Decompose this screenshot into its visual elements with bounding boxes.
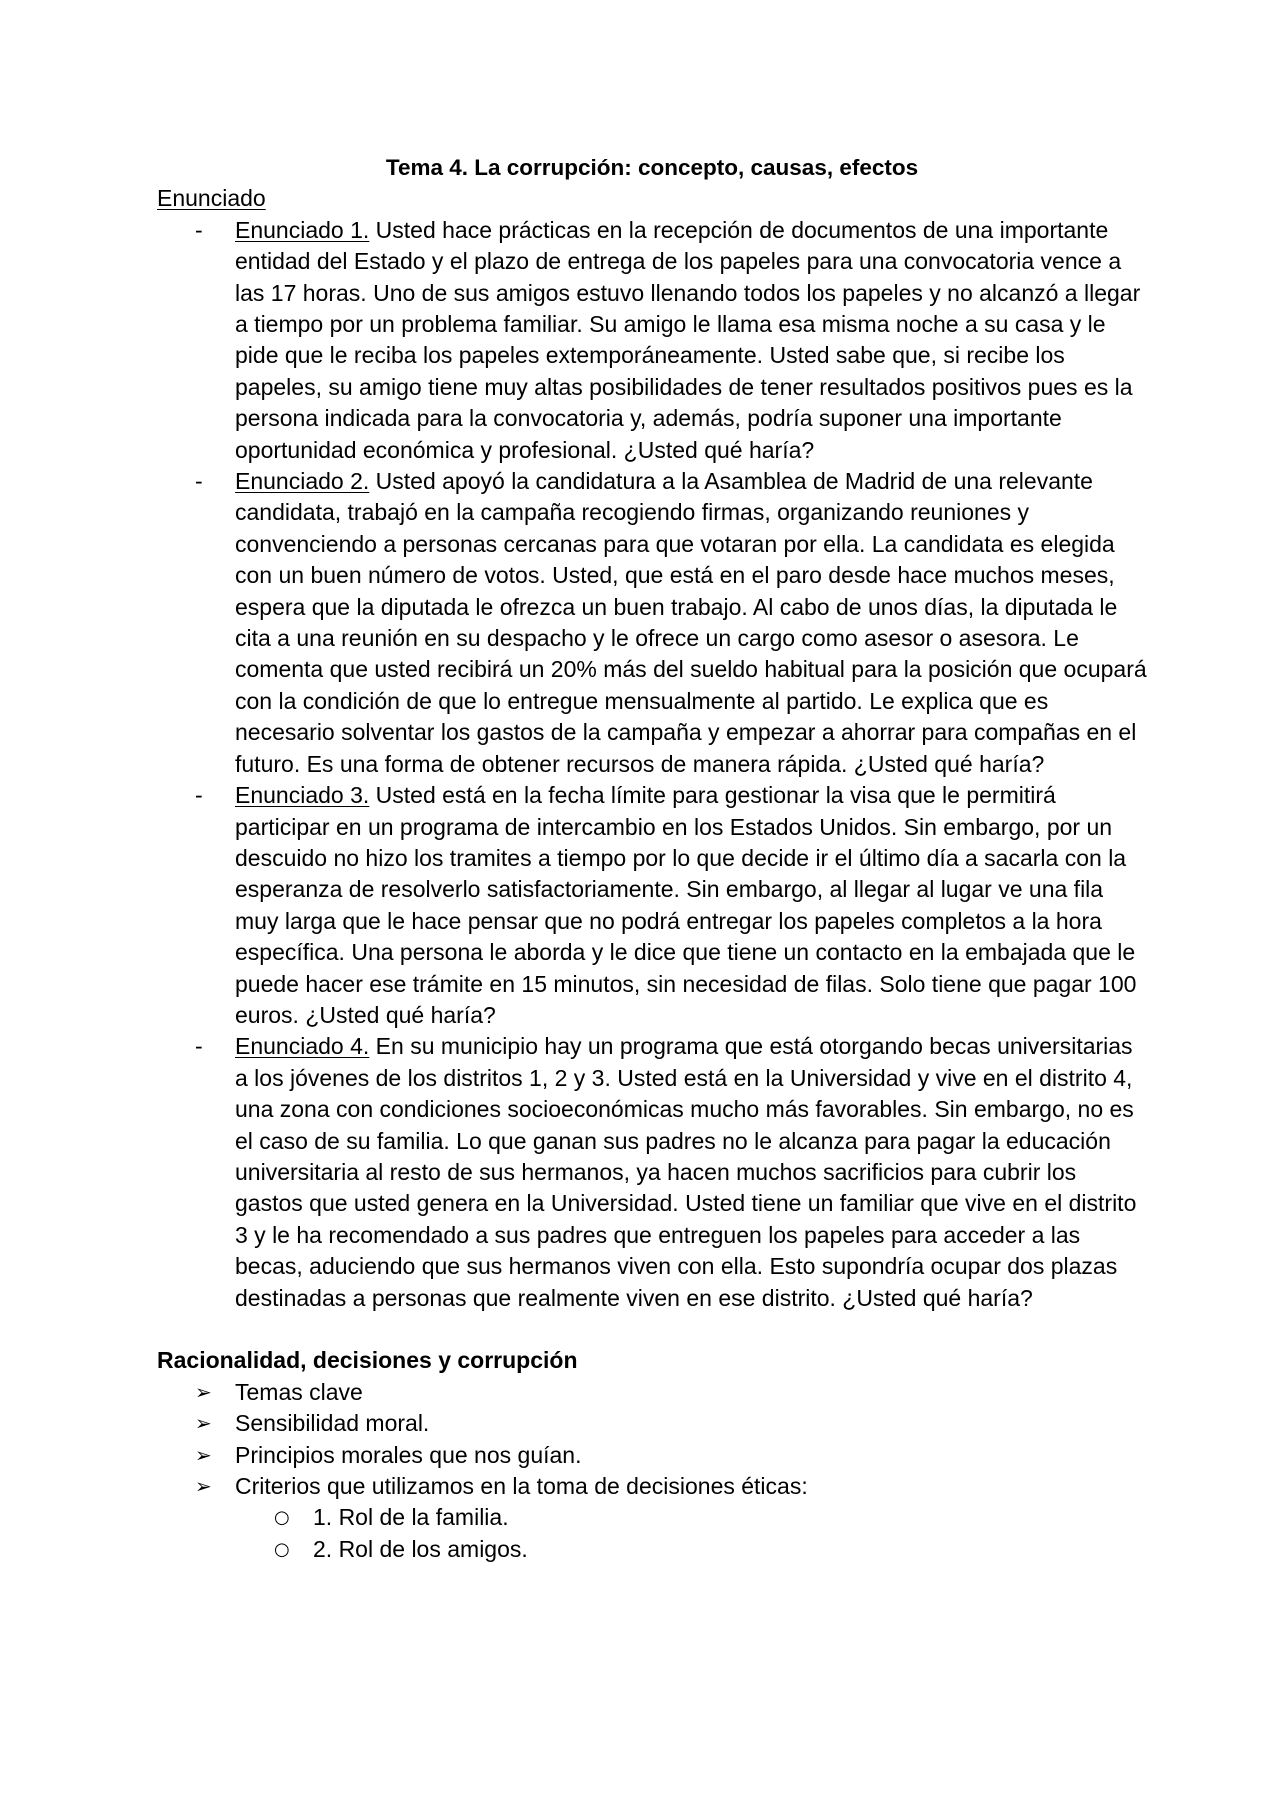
enunciado-label: Enunciado 1. (235, 216, 370, 243)
key-topics-list (157, 1377, 1147, 1503)
sub-item-text: 1. Rol de la familia. (313, 1504, 509, 1531)
enunciado-label: Enunciado 3. (235, 782, 370, 809)
sub-item-text: 2. Rol de los amigos. (313, 1535, 528, 1562)
enunciados-list (157, 215, 1147, 1314)
arrow-item-2 (157, 1408, 1147, 1439)
enunciado-text: Usted apoyó la candidatura a la Asamblea de Madrid de una relevante candidata, trabajó en la campaña recogiendo firmas, organizando reuniones y convenciendo a personas cercanas para que votaran por ella. La candidata es elegida con un buen número de votos. Usted, que está en el paro desde hace muchos meses, espera que la diputada le ofrezca un buen trabajo. Al cabo de unos días, la diputada le cita a una reunión en su despacho y le ofrece un cargo como asesor o asesora. Le comenta que usted recibirá un 20% más del sueldo habitual para la posición que ocupará con la condición de que lo entregue mensualmente al partido. Le explica que es necesario solventar los gastos de la campaña y empezar a ahorrar para compañas en el futuro. Es una forma de obtener recursos de manera rápida. ¿Usted qué haría? (235, 468, 1147, 777)
enunciado-text: En su municipio hay un programa que está otorgando becas universitarias a los jóvenes de los distritos 1, 2 y 3. Usted está en la Universidad y vive en el distrito 4, una zona con condiciones socioeconómicas mucho más favorables. Sin embargo, no es el caso de su familia. Lo que ganan sus padres no le alcanza para pagar la educación universitaria al resto de sus hermanos, ya hacen muchos sacrificios para cubrir los gastos que usted genera en la Universidad. Usted tiene un familiar que vive en el distrito 3 y le ha recomendado a sus padres que entreguen los papeles para acceder a las becas, aduciendo que sus hermanos viven con ella. Esto supondría ocupar dos plazas destinadas a personas que realmente viven en ese distrito. ¿Usted qué haría? (235, 1033, 1137, 1311)
enunciado-item-2 (157, 466, 1147, 780)
arrow-bullet-icon: ➢ (195, 1473, 212, 1498)
sub-item-2 (157, 1534, 1147, 1565)
arrow-item-text: Temas clave (235, 1378, 363, 1405)
section-heading-text: Enunciado (157, 185, 266, 212)
arrow-item-3 (157, 1440, 1147, 1471)
enunciado-item-3 (157, 780, 1147, 1031)
dash-bullet: - (195, 1033, 203, 1060)
dash-bullet: - (195, 468, 203, 495)
blank-line (157, 1314, 1147, 1345)
enunciado-item-4 (157, 1031, 1147, 1314)
section-heading-racionalidad: Racionalidad, decisiones y corrupción (157, 1347, 578, 1374)
arrow-bullet-icon: ➢ (195, 1411, 212, 1436)
arrow-bullet-icon: ➢ (195, 1379, 212, 1404)
circle-bullet-icon: ○ (274, 1507, 290, 1529)
dash-bullet: - (195, 216, 203, 243)
circle-bullet-icon: ○ (274, 1538, 290, 1560)
arrow-item-text: Sensibilidad moral. (235, 1410, 430, 1437)
arrow-item-text: Criterios que utilizamos en la toma de decisiones éticas: (235, 1472, 808, 1499)
enunciado-label: Enunciado 4. (235, 1033, 370, 1060)
dash-bullet: - (195, 782, 203, 809)
enunciado-item-1 (157, 215, 1147, 466)
section-heading-enunciado (157, 183, 1147, 214)
enunciado-label: Enunciado 2. (235, 468, 370, 495)
enunciado-text: Usted hace prácticas en la recepción de documentos de una importante entidad del Estado y el plazo de entrega de los papeles para una convocatoria vence a las 17 horas. Uno de sus amigos estuvo llenando todos los papeles y no alcanzó a llegar a tiempo por un problema familiar. Su amigo le llama esa misma noche a su casa y le pide que le reciba los papeles extemporáneamente. Usted sabe que, si recibe los papeles, su amigo tiene muy altas posibilidades de tener resultados positivos pues es la persona indicada para la convocatoria y, además, podría suponer una importante oportunidad económica y profesional. ¿Usted qué haría? (235, 216, 1141, 463)
document-content (157, 152, 1147, 1565)
sub-item-1 (157, 1502, 1147, 1533)
arrow-item-text: Principios morales que nos guían. (235, 1441, 582, 1468)
enunciado-text: Usted está en la fecha límite para gestionar la visa que le permitirá participar en un programa de intercambio en los Estados Unidos. Sin embargo, por un descuido no hizo los tramites a tiempo por lo que decide ir el último día a sacarla con la esperanza de resolverlo satisfactoriamente. Sin embargo, al llegar al lugar ve una fila muy larga que le hace pensar que no podrá entregar los papeles completos a la hora específica. Una persona le aborda y le dice que tiene un contacto en la embajada que le puede hacer ese trámite en 15 minutos, sin necesidad de filas. Solo tiene que pagar 100 euros. ¿Usted qué haría? (235, 782, 1137, 1028)
arrow-item-4 (157, 1471, 1147, 1502)
arrow-item-1 (157, 1377, 1147, 1408)
arrow-bullet-icon: ➢ (195, 1442, 212, 1467)
criteria-sublist (157, 1502, 1147, 1565)
document-title: Tema 4. La corrupción: concepto, causas, efectos (385, 155, 919, 180)
